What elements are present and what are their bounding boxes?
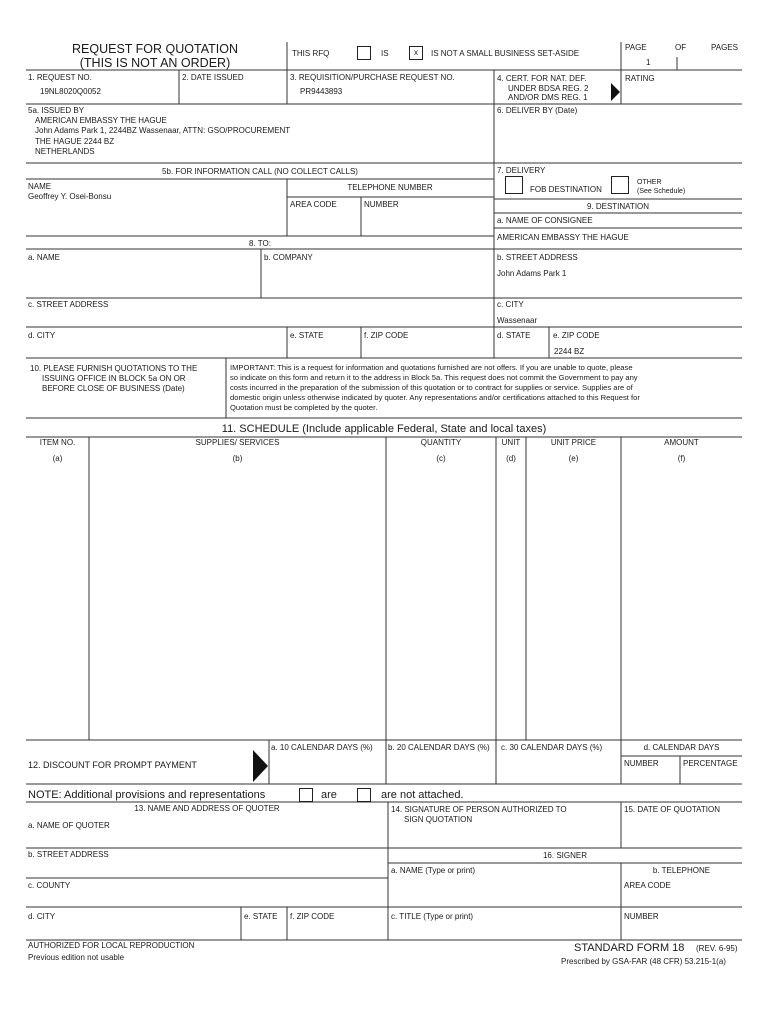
issued-by-line4: NETHERLANDS xyxy=(35,147,95,156)
discount-label: 12. DISCOUNT FOR PROMPT PAYMENT xyxy=(28,760,197,770)
col-quantity-sub: (c) xyxy=(436,454,446,463)
quoter-section-label: 13. NAME AND ADDRESS OF QUOTER xyxy=(134,804,280,813)
contact-name-value[interactable]: Geoffrey Y. Osei-Bonsu xyxy=(28,192,112,201)
signer-area-code-label: AREA CODE xyxy=(624,881,671,890)
prescribed-by: Prescribed by GSA-FAR (48 CFR) 53.215-1(a) xyxy=(561,957,726,966)
col-unit-price: UNIT PRICE xyxy=(550,438,597,447)
discount-arrow-icon xyxy=(253,750,269,782)
is-label: IS xyxy=(381,49,389,58)
issued-by-label: 5a. ISSUED BY xyxy=(28,106,85,115)
to-street-label: c. STREET ADDRESS xyxy=(28,300,109,309)
quoter-city-label: d. CITY xyxy=(28,912,56,921)
provisions-are-label: are xyxy=(321,789,337,801)
dest-street-label: b. STREET ADDRESS xyxy=(497,253,578,262)
to-city-label: d. CITY xyxy=(28,331,56,340)
note-text: NOTE: Additional provisions and representations xyxy=(28,789,266,801)
signer-title-label: c. TITLE (Type or print) xyxy=(391,912,474,921)
previous-edition-note: Previous edition not usable xyxy=(28,953,125,962)
furnish-quotations-line1: 10. PLEASE FURNISH QUOTATIONS TO THE xyxy=(30,364,198,373)
discount-20-days: b. 20 CALENDAR DAYS (%) xyxy=(388,743,490,752)
dest-city-label: c. CITY xyxy=(497,300,524,309)
other-delivery-label: OTHER xyxy=(637,179,662,186)
telephone-number-label: TELEPHONE NUMBER xyxy=(347,183,433,192)
cert-nat-def-label: 4. CERT. FOR NAT. DEF. xyxy=(497,74,587,83)
requisition-value[interactable]: PR9443893 xyxy=(300,87,343,96)
col-amount: AMOUNT xyxy=(664,438,699,447)
dest-zip-label: e. ZIP CODE xyxy=(553,331,600,340)
form-name: STANDARD FORM 18 xyxy=(574,942,685,954)
set-aside-text: IS NOT A SMALL BUSINESS SET-ASIDE xyxy=(431,49,580,58)
fob-destination-checkbox[interactable] xyxy=(505,176,523,194)
consignee-label: a. NAME OF CONSIGNEE xyxy=(497,216,593,225)
page-label: PAGE xyxy=(625,43,647,52)
signer-telephone-label: b. TELEPHONE xyxy=(652,866,711,875)
date-of-quotation-label: 15. DATE OF QUOTATION xyxy=(624,805,721,814)
discount-percentage-label: PERCENTAGE xyxy=(683,759,738,768)
form-revision: (REV. 6-95) xyxy=(696,944,738,953)
to-name-label: a. NAME xyxy=(28,253,61,262)
col-supplies-sub: (b) xyxy=(232,454,243,463)
delivery-label: 7. DELIVERY xyxy=(497,166,546,175)
authorized-reproduction: AUTHORIZED FOR LOCAL REPRODUCTION xyxy=(28,941,195,950)
form-subtitle: (THIS IS NOT AN ORDER) xyxy=(79,56,231,70)
cert-bdsa-label: UNDER BDSA REG. 2 xyxy=(508,84,589,93)
important-notice: IMPORTANT: This is a request for information and quotations furnished are not offers. If you are unable to quote, please so indicate on this form and return it to the address in Block 5a. This request does not commit the Government to pay any costs incurred in the preparation of the submission of this quotation or to contract for supplies or service. Supplies are of domestic origin unless otherwise indicated by quoter. Any representations and/or certifications attached to this Request for Quotation must be completed by the quoter. xyxy=(230,363,640,412)
col-amount-sub: (f) xyxy=(677,454,686,463)
number-label: NUMBER xyxy=(364,200,399,209)
signature-label-line2: SIGN QUOTATION xyxy=(404,815,473,824)
is-set-aside-checkbox[interactable] xyxy=(357,46,371,60)
to-company-label: b. COMPANY xyxy=(264,253,313,262)
quoter-street-label: b. STREET ADDRESS xyxy=(28,850,109,859)
this-rfq-label: THIS RFQ xyxy=(292,49,330,58)
col-item-no-sub: (a) xyxy=(52,454,63,463)
dest-state-label: d. STATE xyxy=(497,331,531,340)
col-item-no: ITEM NO. xyxy=(39,438,76,447)
signer-name-label: a. NAME (Type or print) xyxy=(391,866,476,875)
provisions-not-attached-checkbox[interactable] xyxy=(357,788,371,802)
to-label: 8. TO: xyxy=(249,239,271,248)
fob-destination-label: FOB DESTINATION xyxy=(530,185,602,194)
provisions-are-checkbox[interactable] xyxy=(299,788,313,802)
col-quantity: QUANTITY xyxy=(420,438,462,447)
issued-by-line1: AMERICAN EMBASSY THE HAGUE xyxy=(35,116,167,125)
requisition-label: 3. REQUISITION/PURCHASE REQUEST NO. xyxy=(290,73,455,82)
discount-calendar-days: d. CALENDAR DAYS xyxy=(643,743,720,752)
discount-number-label: NUMBER xyxy=(624,759,659,768)
date-issued-label: 2. DATE ISSUED xyxy=(182,73,244,82)
furnish-quotations-line3: BEFORE CLOSE OF BUSINESS (Date) xyxy=(42,384,185,393)
quoter-name-label: a. NAME OF QUOTER xyxy=(28,821,110,830)
quoter-county-label: c. COUNTY xyxy=(28,881,71,890)
col-unit-price-sub: (e) xyxy=(568,454,579,463)
quoter-state-label: e. STATE xyxy=(244,912,278,921)
request-no-label: 1. REQUEST NO. xyxy=(28,73,92,82)
consignee-value[interactable]: AMERICAN EMBASSY THE HAGUE xyxy=(497,233,629,242)
schedule-title: 11. SCHEDULE (Include applicable Federal, State and local taxes) xyxy=(221,423,547,435)
cert-dms-label: AND/OR DMS REG. 1 xyxy=(508,93,588,102)
quoter-zip-label: f. ZIP CODE xyxy=(290,912,335,921)
issued-by-line3: THE HAGUE 2244 BZ xyxy=(35,137,115,146)
col-unit: UNIT xyxy=(501,438,521,447)
to-state-label: e. STATE xyxy=(290,331,324,340)
dest-zip-value[interactable]: 2244 BZ xyxy=(554,347,585,356)
destination-label: 9. DESTINATION xyxy=(586,202,650,211)
dest-street-value[interactable]: John Adams Park 1 xyxy=(497,269,567,278)
discount-10-days: a. 10 CALENDAR DAYS (%) xyxy=(271,743,373,752)
request-no-value[interactable]: 19NL8020Q0052 xyxy=(40,87,101,96)
deliver-by-label: 6. DELIVER BY (Date) xyxy=(497,106,578,115)
issued-by-line2: John Adams Park 1, 2244BZ Wassenaar, ATTN: GSO/PROCUREMENT xyxy=(35,126,291,135)
of-label: OF xyxy=(675,43,687,52)
col-supplies: SUPPLIES/ SERVICES xyxy=(195,438,280,447)
provisions-not-attached-label: are not attached. xyxy=(381,789,464,801)
other-delivery-checkbox[interactable] xyxy=(611,176,629,194)
contact-name-label: NAME xyxy=(28,182,52,191)
signature-label-line1: 14. SIGNATURE OF PERSON AUTHORIZED TO xyxy=(391,805,567,814)
to-zip-label: f. ZIP CODE xyxy=(364,331,409,340)
pages-label: PAGES xyxy=(711,43,738,52)
other-delivery-sub: (See Schedule) xyxy=(637,188,686,195)
signer-label: 16. SIGNER xyxy=(542,851,587,860)
dest-city-value[interactable]: Wassenaar xyxy=(497,316,538,325)
furnish-quotations-line2: ISSUING OFFICE IN BLOCK 5a ON OR xyxy=(42,374,186,383)
col-unit-sub: (d) xyxy=(506,454,516,463)
info-call-label: 5b. FOR INFORMATION CALL (NO COLLECT CALLS) xyxy=(162,167,358,176)
form-title: REQUEST FOR QUOTATION xyxy=(72,42,238,56)
signer-number-label: NUMBER xyxy=(624,912,659,921)
page-number: 1 xyxy=(646,58,651,67)
schedule-body[interactable] xyxy=(26,467,742,739)
rating-label: RATING xyxy=(625,74,655,83)
area-code-label: AREA CODE xyxy=(290,200,337,209)
is-not-set-aside-checkbox[interactable]: x xyxy=(409,46,423,60)
cert-arrow-icon xyxy=(611,83,621,101)
discount-30-days: c. 30 CALENDAR DAYS (%) xyxy=(501,743,603,752)
